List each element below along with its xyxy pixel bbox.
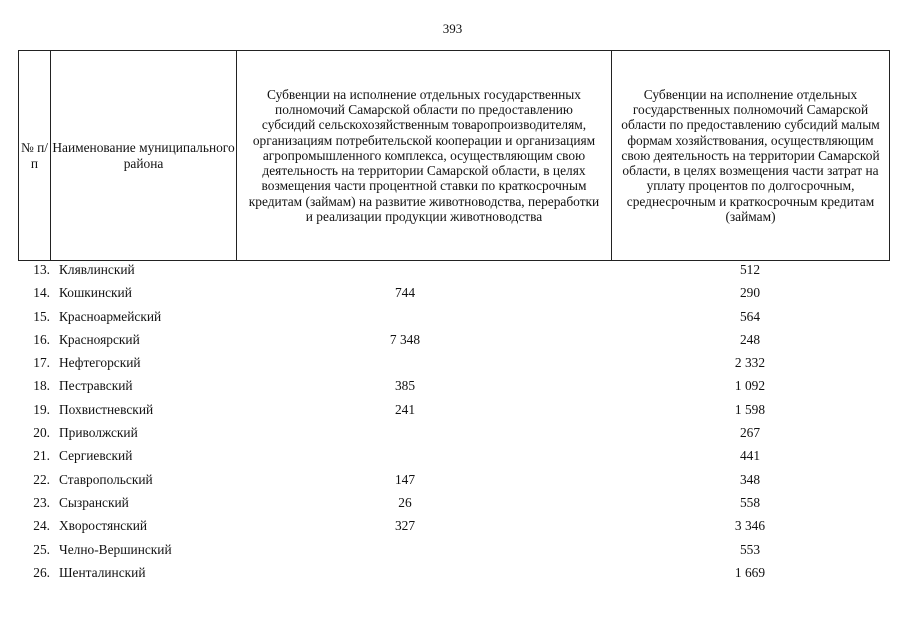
page-number: 393 (442, 21, 463, 36)
row-number: 23. (33, 494, 50, 510)
district-name: Сызранский (59, 494, 129, 510)
table-row (0, 495, 905, 518)
row-number: 15. (33, 308, 50, 324)
row-number: 22. (33, 471, 50, 487)
district-name: Красноармейский (59, 308, 162, 324)
row-number: 16. (33, 331, 50, 347)
district-name: Челно-Вершинский (59, 541, 172, 557)
subsidy-small-business-value: 3 346 (734, 518, 766, 534)
subsidy-small-business-value: 267 (739, 425, 761, 441)
header-subsidy-small-business-column: Субвенции на исполнение отдельных государственных полномочий Самарской области по предоставлению субсидий малым формам хозяйствования, осуществляющим свою деятельность на территории Самарской области, в целях возмещения части затрат на уплату процентов по долгосрочным, среднесрочным и краткосрочным кредитам (займам) (621, 87, 880, 224)
district-name: Пестравский (59, 378, 133, 394)
subsidy-small-business-value: 441 (739, 448, 761, 464)
subsidy-livestock-value: 744 (394, 285, 416, 301)
table-header (18, 50, 890, 261)
row-number: 18. (33, 378, 50, 394)
row-number: 24. (33, 518, 50, 534)
district-name: Красноярский (59, 331, 140, 347)
subsidy-livestock-value: 327 (394, 518, 416, 534)
row-number: 20. (33, 425, 50, 441)
table-row (0, 425, 905, 448)
subsidy-livestock-value: 7 348 (389, 331, 421, 347)
subsidy-livestock-value: 385 (394, 378, 416, 394)
table-body (0, 262, 905, 588)
district-name: Хворостянский (59, 518, 148, 534)
subsidy-livestock-value: 147 (394, 471, 416, 487)
table-row (0, 518, 905, 541)
subsidy-small-business-value: 2 332 (734, 355, 766, 371)
district-name: Ставропольский (59, 471, 153, 487)
subsidy-small-business-value: 512 (739, 262, 761, 277)
district-name: Приволжский (59, 425, 138, 441)
row-number: 26. (33, 564, 50, 580)
table-row (0, 402, 905, 425)
subsidy-small-business-value: 348 (739, 471, 761, 487)
table-row (0, 309, 905, 332)
subsidy-small-business-value: 1 092 (734, 378, 766, 394)
header-number-column: № п/п (19, 51, 51, 260)
table-row (0, 565, 905, 588)
header-district-name-column: Наименование муниципального района (51, 51, 237, 260)
row-number: 14. (33, 285, 50, 301)
district-name: Похвистневский (59, 401, 154, 417)
subsidy-small-business-value: 1 669 (734, 564, 766, 580)
subsidy-small-business-value: 558 (739, 494, 761, 510)
table-row (0, 355, 905, 378)
subsidy-livestock-value: 241 (394, 401, 416, 417)
subsidy-small-business-value: 248 (739, 331, 761, 347)
table-row (0, 262, 905, 285)
table-row (0, 378, 905, 401)
subsidy-small-business-value: 1 598 (734, 401, 766, 417)
table-row (0, 448, 905, 471)
row-number: 21. (33, 448, 50, 464)
table-row (0, 285, 905, 308)
row-number: 25. (33, 541, 50, 557)
district-name: Сергиевский (59, 448, 133, 464)
district-name: Клявлинский (59, 262, 135, 277)
row-number: 17. (33, 355, 50, 371)
subsidy-small-business-value: 553 (739, 541, 761, 557)
district-name: Шенталинский (59, 564, 146, 580)
row-number: 13. (33, 262, 50, 277)
subsidy-small-business-value: 564 (739, 308, 761, 324)
table-row (0, 332, 905, 355)
row-number: 19. (33, 401, 50, 417)
table-row (0, 472, 905, 495)
subsidy-livestock-value: 26 (398, 494, 412, 510)
district-name: Кошкинский (59, 285, 132, 301)
subsidy-small-business-value: 290 (739, 285, 761, 301)
district-name: Нефтегорский (59, 355, 141, 371)
header-subsidy-livestock-column: Субвенции на исполнение отдельных государственных полномочий Самарской области по предоставлению субсидий сельскохозяйственным товаропроизводителям, организациям потребительской кооперации и организациям агропромышленного комплекса, осуществляющим свою деятельность на территории Самарской области, в целях возмещения части процентной ставки по краткосрочным кредитам (займам) на развитие животноводства, переработки и реализации продукции животноводства (237, 51, 612, 260)
table-row (0, 542, 905, 565)
